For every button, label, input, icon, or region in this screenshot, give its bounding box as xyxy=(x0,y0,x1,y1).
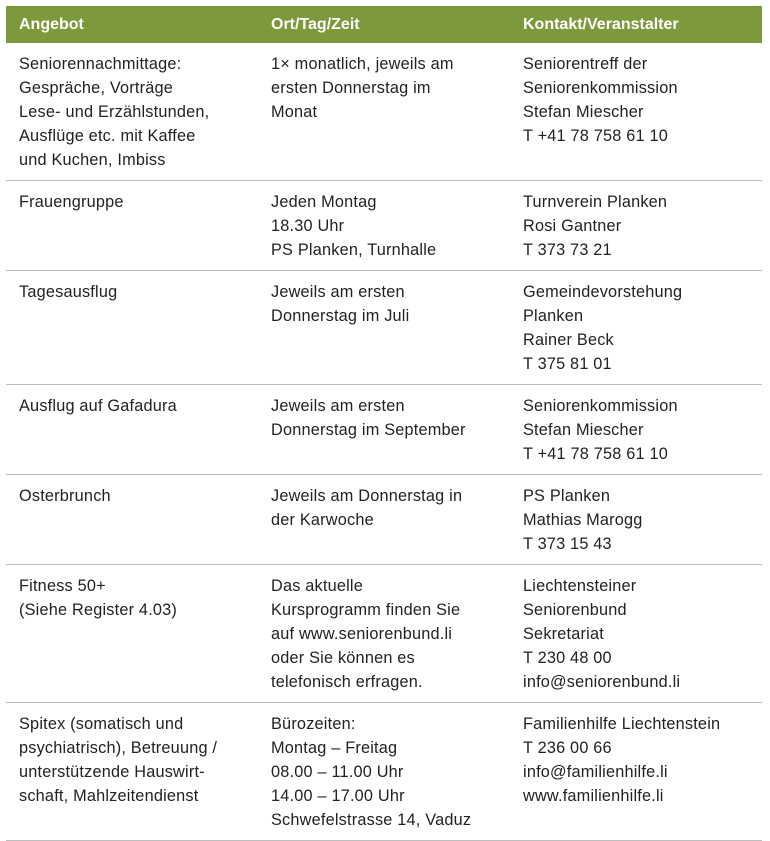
cell-line: (Siehe Register 4.03) xyxy=(19,601,178,619)
table-row xyxy=(6,181,762,271)
cell-kontakt xyxy=(510,181,762,270)
cell-line: Seniorenkommission xyxy=(523,79,678,97)
cell-line: schaft, Mahlzeitendienst xyxy=(19,787,199,805)
cell-kontakt xyxy=(510,43,762,180)
cell-line: 1× monatlich, jeweils am xyxy=(271,55,454,73)
table-row xyxy=(6,43,762,181)
cell-line: oder Sie können es xyxy=(271,649,415,667)
header-ort-tag-zeit: Ort/Tag/Zeit xyxy=(271,15,360,33)
cell-line: Jeweils am ersten xyxy=(271,397,405,415)
cell-line: Monat xyxy=(271,103,318,121)
table-row xyxy=(6,565,762,703)
cell-line: 18.30 Uhr xyxy=(271,217,345,235)
table-row xyxy=(6,703,762,841)
cell-line: Donnerstag im September xyxy=(271,421,466,439)
header-kontakt: Kontakt/Veranstalter xyxy=(523,15,679,33)
cell-ort-tag-zeit xyxy=(258,703,510,840)
cell-line: Seniorenbund xyxy=(523,601,627,619)
cell-line: Schwefelstrasse 14, Vaduz xyxy=(271,811,472,829)
cell-line: Liechtensteiner xyxy=(523,577,637,595)
offers-table xyxy=(6,6,762,841)
cell-kontakt xyxy=(510,565,762,702)
cell-line: T +41 78 758 61 10 xyxy=(523,445,668,463)
cell-line: Mathias Marogg xyxy=(523,511,643,529)
cell-line: Bürozeiten: xyxy=(271,715,356,733)
cell-line: Ausflüge etc. mit Kaffee xyxy=(19,127,196,145)
cell-line: Frauengruppe xyxy=(19,193,124,211)
cell-line: info@familienhilfe.li xyxy=(523,763,668,781)
cell-line: telefonisch erfragen. xyxy=(271,673,423,691)
cell-line: Spitex (somatisch und xyxy=(19,715,184,733)
cell-line: Stefan Miescher xyxy=(523,421,644,439)
cell-line: info@seniorenbund.li xyxy=(523,673,681,691)
cell-line: T +41 78 758 61 10 xyxy=(523,127,668,145)
cell-line: psychiatrisch), Betreuung / xyxy=(19,739,218,757)
cell-ort-tag-zeit xyxy=(258,271,510,384)
cell-line: PS Planken, Turnhalle xyxy=(271,241,437,259)
cell-ort-tag-zeit xyxy=(258,385,510,474)
cell-line: Rainer Beck xyxy=(523,331,614,349)
cell-angebot xyxy=(6,181,258,270)
cell-line: T 230 48 00 xyxy=(523,649,612,667)
table-row xyxy=(6,271,762,385)
header-angebot: Angebot xyxy=(19,15,84,33)
table-header xyxy=(6,6,762,43)
cell-line: Seniorenkommission xyxy=(523,397,678,415)
cell-kontakt xyxy=(510,475,762,564)
cell-line: Familienhilfe Liechtenstein xyxy=(523,715,721,733)
cell-line: Seniorentreff der xyxy=(523,55,648,73)
cell-line: 14.00 – 17.00 Uhr xyxy=(271,787,405,805)
cell-line: Ausflug auf Gafadura xyxy=(19,397,177,415)
cell-line: Planken xyxy=(523,307,584,325)
cell-line: Seniorennachmittage: xyxy=(19,55,182,73)
cell-line: T 375 81 01 xyxy=(523,355,612,373)
cell-line: Fitness 50+ xyxy=(19,577,106,595)
cell-line: der Karwoche xyxy=(271,511,374,529)
cell-kontakt xyxy=(510,271,762,384)
cell-line: und Kuchen, Imbiss xyxy=(19,151,166,169)
cell-line: Montag – Freitag xyxy=(271,739,398,757)
cell-line: www.familienhilfe.li xyxy=(523,787,664,805)
cell-ort-tag-zeit xyxy=(258,43,510,180)
cell-line: ersten Donnerstag im xyxy=(271,79,431,97)
table-row xyxy=(6,385,762,475)
cell-line: T 373 15 43 xyxy=(523,535,612,553)
cell-line: unterstützende Hauswirt- xyxy=(19,763,205,781)
cell-ort-tag-zeit xyxy=(258,181,510,270)
table-body xyxy=(6,43,762,841)
cell-line: Donnerstag im Juli xyxy=(271,307,410,325)
cell-angebot xyxy=(6,565,258,702)
cell-line: Stefan Miescher xyxy=(523,103,644,121)
cell-angebot xyxy=(6,271,258,384)
cell-line: Tagesausflug xyxy=(19,283,118,301)
cell-line: Jeweils am Donnerstag in xyxy=(271,487,463,505)
cell-angebot xyxy=(6,385,258,474)
cell-line: T 236 00 66 xyxy=(523,739,612,757)
cell-kontakt xyxy=(510,385,762,474)
cell-line: Sekretariat xyxy=(523,625,604,643)
cell-line: Jeden Montag xyxy=(271,193,377,211)
cell-line: Turnverein Planken xyxy=(523,193,668,211)
cell-line: T 373 73 21 xyxy=(523,241,612,259)
cell-ort-tag-zeit xyxy=(258,565,510,702)
cell-line: Das aktuelle xyxy=(271,577,363,595)
cell-kontakt xyxy=(510,703,762,840)
cell-line: Lese- und Erzählstunden, xyxy=(19,103,210,121)
cell-line: Kursprogramm finden Sie xyxy=(271,601,461,619)
cell-angebot xyxy=(6,703,258,840)
cell-line: Gespräche, Vorträge xyxy=(19,79,174,97)
cell-line: auf www.seniorenbund.li xyxy=(271,625,453,643)
cell-line: 08.00 – 11.00 Uhr xyxy=(271,763,404,781)
cell-angebot xyxy=(6,43,258,180)
table-row xyxy=(6,475,762,565)
cell-line: Osterbrunch xyxy=(19,487,111,505)
cell-line: Gemeindevorstehung xyxy=(523,283,683,301)
cell-line: Rosi Gantner xyxy=(523,217,622,235)
cell-angebot xyxy=(6,475,258,564)
cell-line: PS Planken xyxy=(523,487,611,505)
cell-line: Jeweils am ersten xyxy=(271,283,405,301)
cell-ort-tag-zeit xyxy=(258,475,510,564)
